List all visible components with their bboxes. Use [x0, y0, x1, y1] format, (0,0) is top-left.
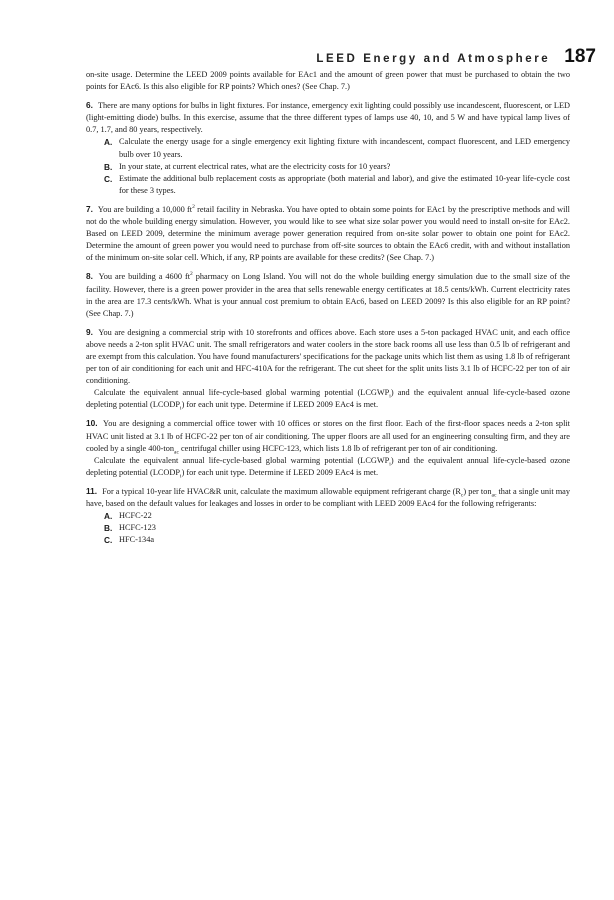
exercise-9	[86, 326, 570, 412]
exercise-11-text: 11. For a typical 10-year life HVAC&R unit, calculate the maximum allowable equipment refrigerant charge $(R_c)$ per ton$_{ac}$ that a single unit may have, based on the default values for leakages and losses in order to be compliant with LEED 2009 EAc4 for the following refrigerants:	[86, 485, 571, 508]
exercise-6-text: 6. There are many options for bulbs in light fixtures. For instance, emergency exit lighting could possibly use incandescent, fluorescent, or LED (light-emitting diode) bulbs. In this exercise, assume that the three different types of lamps use 40, 10, and 5 W and have typical lamp lives of 0.7, 1.7, and 80 years, respectively.	[86, 100, 570, 135]
exercise-6-item-b: B. In your state, at current electrical rates, what are the electricity costs for 10 years?	[104, 161, 391, 172]
exercise-7	[86, 203, 570, 264]
continuation-paragraph: on-site usage. Determine the LEED 2009 points available for EAc1 and the amount of green power that must be purchased to obtain the two points for EAc6. Is this also eligible for RP points? Which ones? (See Chap. 7.)	[86, 70, 570, 92]
exercise-11	[86, 485, 570, 546]
exercise-6	[86, 99, 570, 197]
exercise-number: 9.	[86, 326, 93, 337]
exercise-number: 7.	[86, 203, 93, 214]
exercise-10-text: 10. You are designing a commercial office tower with 10 offices or stores on the first floor. Each of the first-floor spaces needs a 2-ton split HVAC unit listed at 3.1 lb of HCFC-22 per ton of air conditioning. The upper floors are all used for an engineering consulting firm, and they are cooled by a single 400-ton$_{ac}$ centrifugal chiller using HCFC-123, which lists 1.8 lb of refrigerant per ton of air conditioning.	[86, 418, 570, 456]
exercise-number: 11.	[86, 485, 98, 496]
exercise-11-item-b: B. HCFC-123	[104, 523, 156, 534]
exercise-8-text: 8. You are building a 4600 $ft^2$ pharmacy on Long Island. You will not do the whole building energy simulation due to the small size of the facility. However, there is a green power provider in the area that sells renewable energy certificates at 18.5 cents/kWh. Current electricity rates in the area are 17.3 cents/kWh. What is your annual cost premium to obtain EAc6, based on LEED 2009? Is this also eligible for an RP point? (See Chap. 7.)	[86, 271, 570, 318]
exercise-10-paragraph-2: Calculate the equivalent annual life-cycle-based global warming potential $(LCGWP_i)$ and the equivalent annual life-cycle-based ozone depleting potential $(LCODP_i)$ for each unit type. Determine if LEED 2009 EAc4 is met.	[86, 455, 570, 480]
running-header	[316, 46, 596, 68]
exercise-number: 6.	[86, 100, 93, 111]
exercise-11-item-a: A. HCFC-22	[104, 511, 152, 522]
exercise-9-paragraph-2: Calculate the equivalent annual life-cycle-based global warming potential $(LCGWP_i)$ and the equivalent annual life-cycle-based ozone depleting potential $(LCODP_i)$ for each unit type. Determine if LEED 2009 EAc4 is met.	[86, 388, 570, 412]
exercise-11-item-c: C. HFC-134a	[104, 535, 155, 546]
exercise-6-item-a: A. Calculate the energy usage for a single emergency exit lighting fixture with incandescent, compact fluorescent, and LED emergency bulb over 10 years.	[104, 137, 570, 159]
page-body	[86, 69, 570, 546]
exercise-10	[86, 417, 570, 478]
exercise-7-text: 7. You are building a 10,000 $ft^2$ retail facility in Nebraska. You have opted to obtain some points for EAc1 by the prescriptive methods and will not do the whole building energy simulation. However, you would like to see what size solar power you would need to install on-site for EAc2. Based on LEED 2009, determine the minimum average power generation required from on-site solar power to obtain one point for EAc2. Determine the amount of green power you would need to purchase from off-site sources to obtain the EAc6 credit, with and without installation of the minimum on-site solar cell. Which, if any, RP points are available for these credits? (See Chap. 7.)	[86, 203, 570, 263]
exercise-number: 8.	[86, 271, 93, 282]
exercise-number: 10.	[86, 418, 98, 429]
running-title: LEED Energy and Atmosphere	[316, 53, 551, 65]
exercise-8	[86, 270, 570, 319]
exercise-6-item-c: C. Estimate the additional bulb replacement costs as appropriate (both material and labor), and give the estimated 10-year life-cycle cost for these 3 types.	[104, 173, 570, 195]
page-number: 187	[564, 46, 596, 67]
exercise-9-text: 9. You are designing a commercial strip with 10 storefronts and offices above. Each store uses a 5-ton packaged HVAC unit, and each office above needs a 2-ton split HVAC unit. The small refrigerators and water coolers in the store back rooms all use less than 0.5 lb of refrigerant and are exempt from this calculation. You have found manufacturers' specifications for the package units which list them as using 1.8 lb of refrigerant per ton of air conditioning for each unit and HFC-410A for the refrigerant. The cut sheet for the split units lists 3.1 lb of HCFC-22 per ton of air conditioning.	[86, 326, 570, 386]
